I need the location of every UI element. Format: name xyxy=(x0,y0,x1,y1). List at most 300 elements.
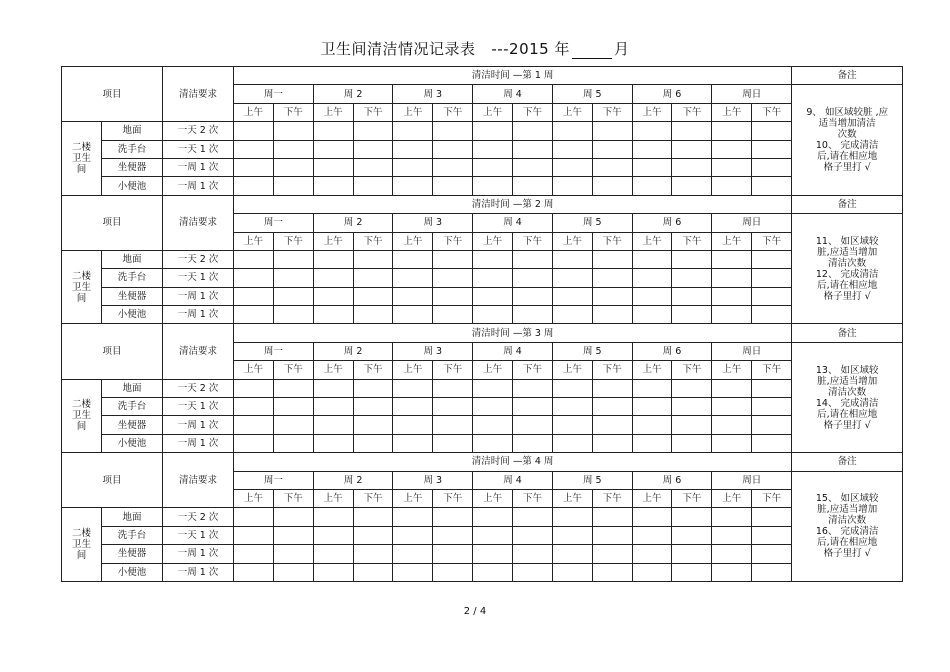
check-cell[interactable] xyxy=(273,140,313,158)
area-label xyxy=(62,122,102,196)
check-cell[interactable] xyxy=(234,416,274,434)
check-cell[interactable] xyxy=(473,250,513,268)
check-cell[interactable] xyxy=(672,158,712,176)
check-cell[interactable] xyxy=(513,563,553,581)
check-cell[interactable] xyxy=(433,140,473,158)
check-cell[interactable] xyxy=(632,434,672,452)
check-cell[interactable] xyxy=(433,250,473,268)
area-label-line: 卫生 xyxy=(71,410,91,422)
check-cell[interactable] xyxy=(712,158,752,176)
check-cell[interactable] xyxy=(433,306,473,324)
check-cell[interactable] xyxy=(433,508,473,526)
am-header: 上午 xyxy=(632,489,672,507)
check-cell[interactable] xyxy=(353,508,393,526)
check-cell[interactable] xyxy=(672,379,712,397)
am-header: 上午 xyxy=(552,103,592,121)
check-cell[interactable] xyxy=(592,177,632,195)
check-cell[interactable] xyxy=(234,140,274,158)
check-cell[interactable] xyxy=(552,416,592,434)
check-cell[interactable] xyxy=(313,177,353,195)
check-cell[interactable] xyxy=(353,177,393,195)
check-cell[interactable] xyxy=(752,545,792,563)
check-cell[interactable] xyxy=(632,158,672,176)
week-time-label: 清洁时间 —第 2 周 xyxy=(234,195,792,213)
check-cell[interactable] xyxy=(234,526,274,544)
check-cell[interactable] xyxy=(712,563,752,581)
check-cell[interactable] xyxy=(393,416,433,434)
week-time-label: 清洁时间 —第 3 周 xyxy=(234,324,792,342)
check-cell[interactable] xyxy=(752,287,792,305)
check-cell[interactable] xyxy=(552,269,592,287)
check-cell[interactable] xyxy=(712,508,752,526)
check-cell[interactable] xyxy=(712,269,752,287)
check-cell[interactable] xyxy=(752,158,792,176)
pm-header: 下午 xyxy=(353,361,393,379)
check-cell[interactable] xyxy=(473,434,513,452)
check-cell[interactable] xyxy=(234,269,274,287)
check-cell[interactable] xyxy=(752,306,792,324)
item-name: 洗手台 xyxy=(102,269,163,287)
check-cell[interactable] xyxy=(234,508,274,526)
check-cell[interactable] xyxy=(433,158,473,176)
am-header: 上午 xyxy=(473,361,513,379)
month-blank xyxy=(572,44,612,59)
check-cell[interactable] xyxy=(592,563,632,581)
check-cell[interactable] xyxy=(473,177,513,195)
check-cell[interactable] xyxy=(353,287,393,305)
check-cell[interactable] xyxy=(712,545,752,563)
check-cell[interactable] xyxy=(552,250,592,268)
pm-header: 下午 xyxy=(353,232,393,250)
check-cell[interactable] xyxy=(234,563,274,581)
check-cell[interactable] xyxy=(273,416,313,434)
check-cell[interactable] xyxy=(513,508,553,526)
check-cell[interactable] xyxy=(353,416,393,434)
check-cell[interactable] xyxy=(234,306,274,324)
check-cell[interactable] xyxy=(273,306,313,324)
item-requirement: 一天 1 次 xyxy=(163,140,234,158)
check-cell[interactable] xyxy=(353,398,393,416)
check-cell[interactable] xyxy=(672,269,712,287)
check-cell[interactable] xyxy=(473,140,513,158)
item-requirement: 一天 1 次 xyxy=(163,526,234,544)
check-cell[interactable] xyxy=(592,379,632,397)
check-cell[interactable] xyxy=(552,563,592,581)
check-cell[interactable] xyxy=(632,416,672,434)
am-header: 上午 xyxy=(313,489,353,507)
check-cell[interactable] xyxy=(273,434,313,452)
check-cell[interactable] xyxy=(712,250,752,268)
day-header: 周 2 xyxy=(313,214,393,232)
item-name: 地面 xyxy=(102,122,163,140)
item-name: 坐便器 xyxy=(102,158,163,176)
table-row xyxy=(62,250,903,268)
check-cell[interactable] xyxy=(672,545,712,563)
check-cell[interactable] xyxy=(393,287,433,305)
check-cell[interactable] xyxy=(353,563,393,581)
check-cell[interactable] xyxy=(712,306,752,324)
pm-header: 下午 xyxy=(513,489,553,507)
check-cell[interactable] xyxy=(433,398,473,416)
am-header: 上午 xyxy=(473,489,513,507)
check-cell[interactable] xyxy=(672,287,712,305)
day-header: 周 4 xyxy=(473,214,553,232)
check-cell[interactable] xyxy=(592,269,632,287)
am-header: 上午 xyxy=(712,361,752,379)
check-cell[interactable] xyxy=(313,122,353,140)
table-row xyxy=(62,416,903,434)
check-cell[interactable] xyxy=(632,508,672,526)
check-cell[interactable] xyxy=(273,398,313,416)
check-cell[interactable] xyxy=(752,140,792,158)
check-cell[interactable] xyxy=(672,416,712,434)
remark-line: 清洁次数 xyxy=(828,257,867,269)
check-cell[interactable] xyxy=(552,379,592,397)
check-cell[interactable] xyxy=(473,526,513,544)
check-cell[interactable] xyxy=(473,158,513,176)
table-row xyxy=(62,379,903,397)
check-cell[interactable] xyxy=(393,526,433,544)
check-cell[interactable] xyxy=(513,398,553,416)
check-cell[interactable] xyxy=(433,545,473,563)
check-cell[interactable] xyxy=(433,177,473,195)
check-cell[interactable] xyxy=(473,306,513,324)
check-cell[interactable] xyxy=(234,250,274,268)
check-cell[interactable] xyxy=(433,269,473,287)
check-cell[interactable] xyxy=(393,250,433,268)
check-cell[interactable] xyxy=(313,158,353,176)
check-cell[interactable] xyxy=(592,545,632,563)
check-cell[interactable] xyxy=(273,269,313,287)
check-cell[interactable] xyxy=(752,269,792,287)
am-header: 上午 xyxy=(313,361,353,379)
am-header: 上午 xyxy=(552,489,592,507)
check-cell[interactable] xyxy=(592,158,632,176)
check-cell[interactable] xyxy=(393,434,433,452)
day-header: 周 5 xyxy=(552,471,632,489)
check-cell[interactable] xyxy=(513,545,553,563)
am-header: 上午 xyxy=(632,103,672,121)
check-cell[interactable] xyxy=(273,122,313,140)
week-header-row xyxy=(62,324,903,342)
pm-header: 下午 xyxy=(513,361,553,379)
check-cell[interactable] xyxy=(353,250,393,268)
check-cell[interactable] xyxy=(513,269,553,287)
check-cell[interactable] xyxy=(273,508,313,526)
check-cell[interactable] xyxy=(513,140,553,158)
check-cell[interactable] xyxy=(433,526,473,544)
pm-header: 下午 xyxy=(592,489,632,507)
check-cell[interactable] xyxy=(353,140,393,158)
check-cell[interactable] xyxy=(433,379,473,397)
check-cell[interactable] xyxy=(313,563,353,581)
check-cell[interactable] xyxy=(513,526,553,544)
check-cell[interactable] xyxy=(672,140,712,158)
check-cell[interactable] xyxy=(353,434,393,452)
check-cell[interactable] xyxy=(672,177,712,195)
check-cell[interactable] xyxy=(393,545,433,563)
check-cell[interactable] xyxy=(273,158,313,176)
check-cell[interactable] xyxy=(393,379,433,397)
check-cell[interactable] xyxy=(712,379,752,397)
check-cell[interactable] xyxy=(473,379,513,397)
check-cell[interactable] xyxy=(513,416,553,434)
check-cell[interactable] xyxy=(592,416,632,434)
check-cell[interactable] xyxy=(632,545,672,563)
check-cell[interactable] xyxy=(552,306,592,324)
table-row xyxy=(62,269,903,287)
pm-header: 下午 xyxy=(273,361,313,379)
area-label-line: 间 xyxy=(76,421,87,433)
item-name: 地面 xyxy=(102,508,163,526)
check-cell[interactable] xyxy=(712,416,752,434)
check-cell[interactable] xyxy=(234,545,274,563)
check-cell[interactable] xyxy=(592,526,632,544)
check-cell[interactable] xyxy=(552,177,592,195)
item-requirement: 一周 1 次 xyxy=(163,287,234,305)
check-cell[interactable] xyxy=(672,526,712,544)
day-header: 周 5 xyxy=(552,342,632,360)
check-cell[interactable] xyxy=(313,287,353,305)
check-cell[interactable] xyxy=(313,434,353,452)
check-cell[interactable] xyxy=(592,508,632,526)
title-prefix: 卫生间清洁情况记录表 xyxy=(320,40,476,58)
check-cell[interactable] xyxy=(393,122,433,140)
area-label-line: 二楼 xyxy=(71,270,91,282)
check-cell[interactable] xyxy=(672,250,712,268)
item-name: 小便池 xyxy=(102,177,163,195)
check-cell[interactable] xyxy=(433,563,473,581)
day-header: 周 6 xyxy=(632,85,712,103)
check-cell[interactable] xyxy=(313,545,353,563)
check-cell[interactable] xyxy=(313,269,353,287)
check-cell[interactable] xyxy=(234,434,274,452)
check-cell[interactable] xyxy=(513,379,553,397)
check-cell[interactable] xyxy=(353,526,393,544)
check-cell[interactable] xyxy=(313,508,353,526)
remark-notes xyxy=(792,471,903,581)
item-header: 项目 xyxy=(62,324,163,379)
check-cell[interactable] xyxy=(552,398,592,416)
week-header-row xyxy=(62,67,903,85)
check-cell[interactable] xyxy=(234,379,274,397)
remark-notes xyxy=(792,85,903,195)
check-cell[interactable] xyxy=(752,122,792,140)
area-label-line: 间 xyxy=(76,550,87,562)
am-header: 上午 xyxy=(552,361,592,379)
check-cell[interactable] xyxy=(632,177,672,195)
check-cell[interactable] xyxy=(632,269,672,287)
check-cell[interactable] xyxy=(234,398,274,416)
check-cell[interactable] xyxy=(393,563,433,581)
check-cell[interactable] xyxy=(592,398,632,416)
remark-line: 格子里打 √ xyxy=(823,162,871,174)
check-cell[interactable] xyxy=(513,158,553,176)
check-cell[interactable] xyxy=(752,250,792,268)
check-cell[interactable] xyxy=(473,563,513,581)
requirement-header: 清洁要求 xyxy=(163,195,234,250)
check-cell[interactable] xyxy=(473,398,513,416)
check-cell[interactable] xyxy=(712,287,752,305)
check-cell[interactable] xyxy=(592,434,632,452)
check-cell[interactable] xyxy=(313,306,353,324)
check-cell[interactable] xyxy=(273,250,313,268)
day-header: 周日 xyxy=(712,471,792,489)
item-requirement: 一周 1 次 xyxy=(163,306,234,324)
pm-header: 下午 xyxy=(353,103,393,121)
check-cell[interactable] xyxy=(592,122,632,140)
check-cell[interactable] xyxy=(313,526,353,544)
check-cell[interactable] xyxy=(234,158,274,176)
check-cell[interactable] xyxy=(273,526,313,544)
check-cell[interactable] xyxy=(234,122,274,140)
check-cell[interactable] xyxy=(513,434,553,452)
check-cell[interactable] xyxy=(393,158,433,176)
check-cell[interactable] xyxy=(592,140,632,158)
pm-header: 下午 xyxy=(353,489,393,507)
day-header: 周一 xyxy=(234,471,314,489)
check-cell[interactable] xyxy=(632,122,672,140)
check-cell[interactable] xyxy=(752,416,792,434)
check-cell[interactable] xyxy=(672,398,712,416)
item-requirement: 一周 1 次 xyxy=(163,158,234,176)
check-cell[interactable] xyxy=(313,250,353,268)
check-cell[interactable] xyxy=(473,122,513,140)
check-cell[interactable] xyxy=(353,158,393,176)
check-cell[interactable] xyxy=(353,379,393,397)
check-cell[interactable] xyxy=(313,379,353,397)
table-row xyxy=(62,122,903,140)
check-cell[interactable] xyxy=(632,140,672,158)
check-cell[interactable] xyxy=(552,526,592,544)
title-year: ---2015 年 xyxy=(491,40,570,58)
check-cell[interactable] xyxy=(592,306,632,324)
check-cell[interactable] xyxy=(234,177,274,195)
check-cell[interactable] xyxy=(273,379,313,397)
check-cell[interactable] xyxy=(273,287,313,305)
check-cell[interactable] xyxy=(552,122,592,140)
check-cell[interactable] xyxy=(752,508,792,526)
check-cell[interactable] xyxy=(473,508,513,526)
check-cell[interactable] xyxy=(592,287,632,305)
check-cell[interactable] xyxy=(632,398,672,416)
check-cell[interactable] xyxy=(273,545,313,563)
check-cell[interactable] xyxy=(672,306,712,324)
check-cell[interactable] xyxy=(313,416,353,434)
check-cell[interactable] xyxy=(752,177,792,195)
check-cell[interactable] xyxy=(552,140,592,158)
check-cell[interactable] xyxy=(353,306,393,324)
check-cell[interactable] xyxy=(632,563,672,581)
check-cell[interactable] xyxy=(433,416,473,434)
check-cell[interactable] xyxy=(393,177,433,195)
item-name: 地面 xyxy=(102,379,163,397)
pm-header: 下午 xyxy=(592,232,632,250)
check-cell[interactable] xyxy=(632,250,672,268)
check-cell[interactable] xyxy=(513,287,553,305)
check-cell[interactable] xyxy=(433,287,473,305)
check-cell[interactable] xyxy=(313,398,353,416)
pm-header: 下午 xyxy=(592,361,632,379)
check-cell[interactable] xyxy=(712,434,752,452)
check-cell[interactable] xyxy=(712,177,752,195)
am-header: 上午 xyxy=(393,103,433,121)
check-cell[interactable] xyxy=(473,287,513,305)
check-cell[interactable] xyxy=(632,526,672,544)
am-header: 上午 xyxy=(234,103,274,121)
check-cell[interactable] xyxy=(353,269,393,287)
pm-header: 下午 xyxy=(752,361,792,379)
check-cell[interactable] xyxy=(393,508,433,526)
check-cell[interactable] xyxy=(632,306,672,324)
check-cell[interactable] xyxy=(473,416,513,434)
check-cell[interactable] xyxy=(672,563,712,581)
check-cell[interactable] xyxy=(712,398,752,416)
check-cell[interactable] xyxy=(552,508,592,526)
check-cell[interactable] xyxy=(752,379,792,397)
check-cell[interactable] xyxy=(513,250,553,268)
check-cell[interactable] xyxy=(393,306,433,324)
check-cell[interactable] xyxy=(393,269,433,287)
check-cell[interactable] xyxy=(632,379,672,397)
check-cell[interactable] xyxy=(473,545,513,563)
check-cell[interactable] xyxy=(552,434,592,452)
am-header: 上午 xyxy=(473,232,513,250)
check-cell[interactable] xyxy=(552,287,592,305)
check-cell[interactable] xyxy=(393,140,433,158)
check-cell[interactable] xyxy=(234,287,274,305)
check-cell[interactable] xyxy=(712,122,752,140)
remark-line: 脏,应适当增加 xyxy=(817,375,878,387)
check-cell[interactable] xyxy=(433,122,473,140)
check-cell[interactable] xyxy=(473,269,513,287)
check-cell[interactable] xyxy=(393,398,433,416)
cleaning-record-table xyxy=(61,66,903,582)
check-cell[interactable] xyxy=(672,122,712,140)
check-cell[interactable] xyxy=(712,526,752,544)
check-cell[interactable] xyxy=(313,140,353,158)
remark-line: 格子里打 √ xyxy=(823,548,871,560)
check-cell[interactable] xyxy=(273,563,313,581)
check-cell[interactable] xyxy=(672,434,712,452)
check-cell[interactable] xyxy=(353,545,393,563)
check-cell[interactable] xyxy=(752,434,792,452)
remark-line: 清洁次数 xyxy=(828,515,867,527)
check-cell[interactable] xyxy=(672,508,712,526)
check-cell[interactable] xyxy=(752,526,792,544)
check-cell[interactable] xyxy=(632,287,672,305)
check-cell[interactable] xyxy=(552,158,592,176)
am-header: 上午 xyxy=(393,232,433,250)
check-cell[interactable] xyxy=(353,122,393,140)
day-header: 周 3 xyxy=(393,85,473,103)
check-cell[interactable] xyxy=(712,140,752,158)
remark-line: 后,请在相应地 xyxy=(817,537,878,549)
check-cell[interactable] xyxy=(513,177,553,195)
check-cell[interactable] xyxy=(752,563,792,581)
table-row xyxy=(62,526,903,544)
check-cell[interactable] xyxy=(273,177,313,195)
check-cell[interactable] xyxy=(592,250,632,268)
check-cell[interactable] xyxy=(513,306,553,324)
check-cell[interactable] xyxy=(552,545,592,563)
check-cell[interactable] xyxy=(433,434,473,452)
check-cell[interactable] xyxy=(752,398,792,416)
am-header: 上午 xyxy=(712,103,752,121)
remark-line: 10、 完成清洁 xyxy=(815,140,879,152)
item-name: 洗手台 xyxy=(102,398,163,416)
check-cell[interactable] xyxy=(513,122,553,140)
